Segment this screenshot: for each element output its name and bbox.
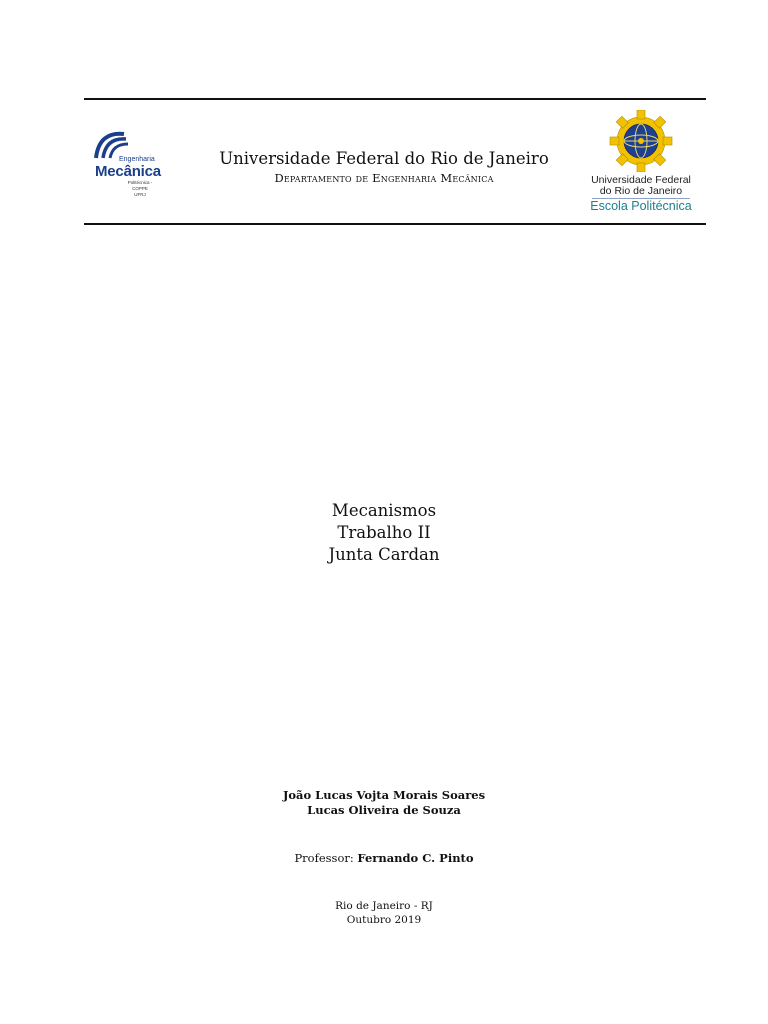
place-date-block	[0, 899, 768, 927]
professor-label: Professor:	[294, 851, 354, 865]
header-bottom-rule	[84, 223, 706, 225]
title-topic: Junta Cardan	[328, 545, 440, 564]
author-2: Lucas Oliveira de Souza	[307, 803, 461, 817]
gear-globe-emblem-icon	[608, 110, 674, 172]
authors-block	[0, 788, 768, 818]
header-center	[200, 148, 568, 186]
author-1: João Lucas Vojta Morais Soares	[282, 788, 486, 802]
university-name: Universidade Federal do Rio de Janeiro	[219, 149, 549, 168]
logo-right-line2: do Rio de Janeiro	[599, 185, 683, 197]
professor-name: Fernando C. Pinto	[357, 851, 474, 865]
logo-left-line4: UFRJ	[134, 192, 146, 197]
document-title	[0, 500, 768, 566]
logo-left-line2: Mecânica	[95, 163, 161, 180]
logo-right-line3: Escola Politécnica	[590, 199, 692, 213]
professor-line	[0, 851, 768, 866]
header-top-rule	[84, 98, 706, 100]
logo-right-text	[586, 175, 696, 197]
logo-left-line1: Engenharia	[119, 156, 155, 163]
title-course: Mecanismos	[331, 501, 437, 520]
logo-left-line3: Politécnica - COPPE	[127, 180, 153, 191]
place-date: Outubro 2019	[346, 914, 422, 926]
ufrj-escola-politecnica-logo	[586, 110, 696, 216]
place-city: Rio de Janeiro - RJ	[335, 900, 433, 912]
logo-left-sub	[122, 180, 158, 198]
title-assignment: Trabalho II	[337, 523, 431, 542]
logo-right-line1: Universidade Federal	[591, 174, 691, 186]
engenharia-mecanica-logo	[90, 130, 170, 197]
department-name: Departamento de Engenharia Mecânica	[274, 171, 494, 185]
